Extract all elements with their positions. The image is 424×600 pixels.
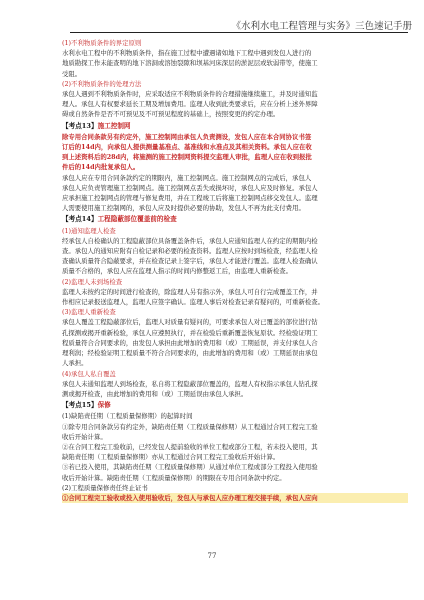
body-text-line: 件后的14d内批复承包人。: [62, 163, 140, 172]
section-heading: [62, 214, 408, 224]
body-text-line: ①合同工程完工验收或投入使用验收后，发包人与承包人应办理工程交接手续，承包人应向: [62, 493, 408, 503]
body-text-line: 水利水电工程中的不利物质条件，指在施工过程中遭遇诸如地下工程中遇到发包人进行的: [62, 49, 312, 58]
subsection-heading: (4)承包人私自覆盖: [62, 369, 116, 378]
body-text-line: (2)工程质量保修责任终止证书: [62, 483, 148, 492]
header-rule: [70, 32, 408, 33]
section-tag: 【考点15】: [62, 401, 98, 410]
section-tag: 【考点14】: [62, 215, 98, 224]
page-header: [0, 0, 424, 40]
body-text-line: 收后开始计算。缺陷责任期（工程质量保修期）的期限在专用合同条款中约定。: [62, 473, 286, 482]
body-text-line: (1)缺陷责任期（工程质量保修期）的起算时间: [62, 412, 193, 421]
body-text-line: 承包人应负责管理施工控制网点。施工控制网点丢失或损坏时，承包人应及时修复。承包人: [62, 183, 318, 192]
body-text-line: 查。承包人的通知应附有自检记录和必要的检查资料。监理人应按时到场检查，经监理人检: [62, 247, 318, 256]
section-heading: [62, 121, 408, 131]
body-text-line: 除专用合同条款另有约定外，施工控制网由承包人负责测设，发包人应在本合同协议书签: [62, 132, 312, 141]
body-text-line: 承包人未通知监理人到场检查，私自将工程隐蔽部位覆盖的，监理人有权指示承包人钻孔探: [62, 379, 318, 388]
body-text-line: 收后开始计算。: [62, 432, 107, 441]
body-text-line: 理人。承包人有权要求延长工期及增加费用。监理人收到此类要求后，应在分析上述外界障: [62, 100, 318, 109]
page-content: [62, 38, 408, 503]
body-text-line: 受阻。: [62, 69, 82, 78]
body-text-line: ③若已投入使用，其缺陷责任期（工程质量保修期）从通过单位工程或部分工程投入使用验: [62, 463, 318, 472]
body-text-line: 订后的14d内，向承包人提供测量基准点、基准线和水准点及其相关资料。承包人应在收: [62, 143, 312, 152]
body-text-line: 孔探测或揭开重新检验，承包人应遵照执行，并在检验后重新覆盖恢复原状。经检验证明工: [62, 328, 318, 337]
subsection-heading: (1)不利物质条件的界定原则: [62, 39, 142, 47]
subsection-heading: (2)监理人未到场检查: [62, 277, 123, 286]
section-title: 保修: [97, 401, 111, 410]
section-tag: 【考点13】: [62, 121, 98, 130]
body-text-line: 承包人遇到不利物质条件时，应采取适应不利物质条件的合理措施继续施工，并及时通知监: [62, 90, 318, 99]
body-text-line: 监理人未按约定的时间进行检查的，除监理人另有指示外，承包人可自行完成覆盖工作，并: [62, 287, 318, 296]
section-heading: [62, 400, 408, 410]
body-text-line: ①除专用合同条款另有约定外，缺陷责任期（工程质量保修期）从工程通过合同工程完工验: [62, 422, 318, 431]
page-number: 77: [207, 552, 217, 560]
body-text-line: 碍或自然条件是否不可预见及不可预见程度的基础上，按照变更的约定办理。: [62, 110, 280, 119]
body-text-line: 人承担。: [62, 359, 88, 368]
body-text-line: 应承担施工控制网点的管理与修复费用，并在工程竣工后将施工控制网点移交发包人。监理: [62, 194, 318, 203]
body-text-line: 到上述资料后的28d内，将施测的施工控制网资料提交监理人审批，监理人应在收到报批: [62, 153, 312, 162]
body-text-line: 缺陷责任期（工程质量保修期）亦从工程通过合同工程完工验收后开始计算。: [62, 453, 280, 462]
section-title: 工程隐蔽部位覆盖前的检查: [97, 215, 177, 224]
body-text-line: ②在合同工程完工验收前，已经发包人提前验收的单位工程或部分工程，若未投入使用，其: [62, 442, 318, 451]
body-text-line: 地质勘探工作未能查明的地下溶洞或溶蚀裂隙和坝基河床深层的淤泥层或软弱带等，使施工: [62, 59, 318, 68]
body-text-line: 经承包人自检确认的工程隐蔽部位具备覆盖条件后，承包人应通知监理人在约定的期限内检: [62, 236, 318, 245]
body-text-line: 作相应记录报送监理人，监理人应签字确认。监理人事后对检查记录有疑问的，可重新检查。: [62, 298, 325, 307]
header-title: 《水利水电工程管理与实务》三色速记手册: [231, 21, 412, 32]
body-text-line: 理利润；经检验证明工程质量不符合合同要求的，由此增加的费用和（或）工期延误由承包: [62, 349, 318, 358]
body-text-line: 承包人覆盖工程隐蔽部位后，监理人对质量有疑问的，可要求承包人对已覆盖的部位进行钻: [62, 318, 318, 327]
body-text-line: 承包人应在专用合同条款约定的期限内，施工控制网点。施工控制网点的完成后，承包人: [62, 173, 312, 182]
body-text-line: 人需要使用施工控制网的，承包人应及时提供必要的协助，发包人不再为此支付费用。: [62, 204, 305, 213]
body-text-line: 测或揭开检查，由此增加的费用和（或）工期延误由承包人承担。: [62, 389, 248, 398]
section-title: 施工控制网: [97, 121, 131, 130]
subsection-heading: (1)通知监理人检查: [62, 226, 116, 235]
subsection-heading: (2)不利物质条件的处理方法: [62, 79, 142, 88]
subsection-heading: (3)监理人重新检查: [62, 308, 116, 317]
body-text-line: 查确认质量符合隐蔽要求，并在检查记录上签字后，承包人才能进行覆盖。监理人检查确认: [62, 257, 318, 266]
body-text-line: 程质量符合合同要求的，由发包人承担由此增加的费用和（或）工期延误，并支付承包人合: [62, 338, 318, 347]
body-text-line: 质量不合格的，承包人应在监理人指示的时间内修整返工后，由监理人重新检查。: [62, 267, 293, 276]
